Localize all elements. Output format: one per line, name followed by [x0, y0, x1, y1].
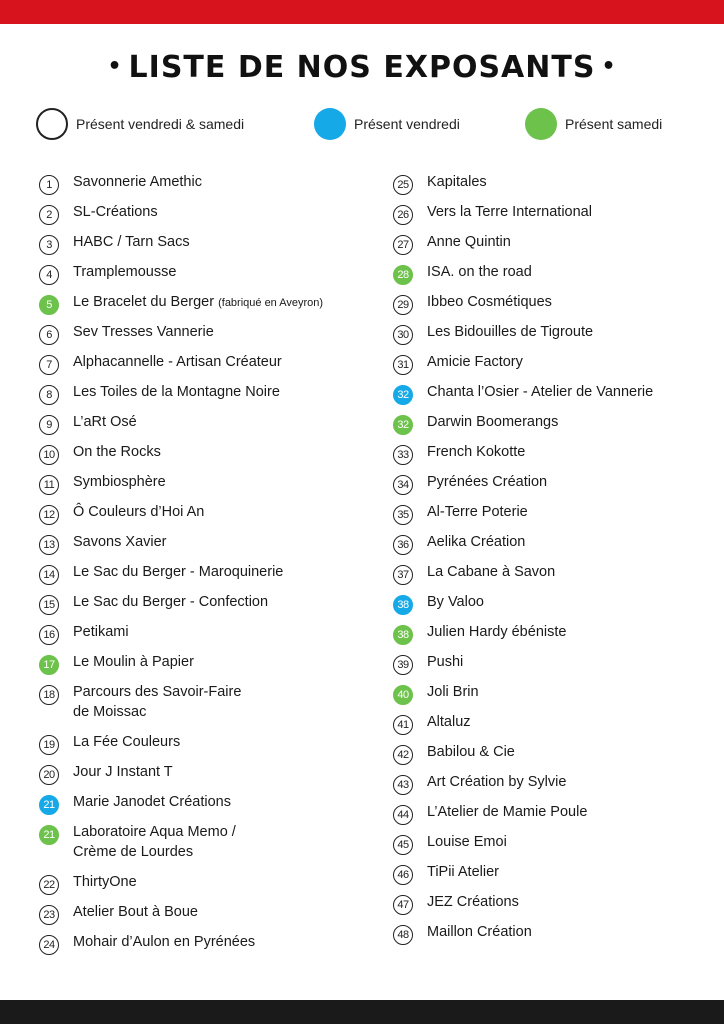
- exhibitor-name-text: Symbiosphère: [73, 474, 166, 490]
- exhibitor-number-badge: 4: [39, 265, 59, 285]
- list-item: [39, 622, 389, 652]
- list-item: [393, 922, 724, 952]
- exhibitor-name-text: Altaluz: [427, 714, 471, 730]
- exhibitor-name: [427, 532, 525, 552]
- exhibitor-number-badge: 35: [393, 505, 413, 525]
- list-item: [39, 262, 389, 292]
- exhibitor-name: [427, 862, 499, 882]
- exhibitor-number-badge: 1: [39, 175, 59, 195]
- exhibitor-number-badge: 10: [39, 445, 59, 465]
- page-title: [0, 50, 724, 85]
- exhibitor-name-text: By Valoo: [427, 594, 484, 610]
- exhibitor-name: [73, 622, 129, 642]
- exhibitor-number-badge: 29: [393, 295, 413, 315]
- list-item: [393, 202, 724, 232]
- exhibitor-name: [427, 442, 525, 462]
- list-item: [39, 442, 389, 472]
- exhibitor-name: [73, 792, 231, 812]
- exhibitor-name: [73, 352, 282, 372]
- list-item: [39, 652, 389, 682]
- list-item: [393, 232, 724, 262]
- exhibitor-number-badge: 33: [393, 445, 413, 465]
- exhibitor-number-badge: 8: [39, 385, 59, 405]
- legend-item-friday: [314, 106, 460, 142]
- exhibitor-number-badge: 17: [39, 655, 59, 675]
- legend-item-both-days: [36, 106, 244, 142]
- exhibitor-name: [73, 472, 166, 492]
- exhibitor-name: [73, 502, 204, 522]
- exhibitor-name-text: Darwin Boomerangs: [427, 414, 559, 430]
- list-item: [39, 682, 389, 732]
- exhibitor-name: [427, 712, 471, 732]
- list-item: [39, 322, 389, 352]
- exhibitor-name-text: TiPii Atelier: [427, 864, 499, 880]
- exhibitor-number-badge: 22: [39, 875, 59, 895]
- exhibitor-name-text: La Cabane à Savon: [427, 564, 556, 580]
- exhibitor-name: [73, 262, 176, 282]
- exhibitor-name-text: Joli Brin: [427, 684, 479, 700]
- exhibitor-name-text: Aelika Création: [427, 534, 526, 550]
- exhibitor-name: [427, 262, 532, 282]
- list-item: [393, 772, 724, 802]
- exhibitor-number-badge: 19: [39, 735, 59, 755]
- top-color-bar: [0, 0, 724, 24]
- exhibitor-name: [427, 202, 592, 222]
- list-item: [393, 262, 724, 292]
- exhibitor-number-badge: 16: [39, 625, 59, 645]
- exhibitor-name-text: Louise Emoi: [427, 834, 507, 850]
- exhibitor-number-badge: 28: [393, 265, 413, 285]
- white-circle-icon: [36, 108, 68, 140]
- exhibitor-name: [427, 742, 515, 762]
- list-item: [39, 762, 389, 792]
- exhibitor-list-right: [393, 172, 724, 952]
- exhibitor-name-text: Les Toiles de la Montagne Noire: [73, 384, 280, 400]
- exhibitor-number-badge: 5: [39, 295, 59, 315]
- list-item: [393, 832, 724, 862]
- exhibitor-name: [427, 922, 532, 942]
- exhibitor-number-badge: 31: [393, 355, 413, 375]
- exhibitor-name: [73, 592, 268, 612]
- exhibitor-name: [73, 682, 241, 722]
- exhibitor-name: [427, 592, 484, 612]
- exhibitor-number-badge: 48: [393, 925, 413, 945]
- exhibitor-number-badge: 2: [39, 205, 59, 225]
- exhibitor-name-text: Julien Hardy ébéniste: [427, 624, 567, 640]
- legend-item-saturday: [525, 106, 662, 142]
- exhibitor-number-badge: 47: [393, 895, 413, 915]
- list-item: [39, 532, 389, 562]
- exhibitor-number-badge: 36: [393, 535, 413, 555]
- exhibitor-name: [73, 412, 137, 432]
- exhibitor-number-badge: 7: [39, 355, 59, 375]
- title-bullet-left: •: [107, 54, 123, 79]
- exhibitor-list-left: [39, 172, 389, 962]
- exhibitor-number-badge: 38: [393, 625, 413, 645]
- exhibitor-number-badge: 15: [39, 595, 59, 615]
- list-item: [393, 562, 724, 592]
- exhibitor-name-text: Le Moulin à Papier: [73, 654, 194, 670]
- list-item: [39, 352, 389, 382]
- exhibitor-name: [73, 202, 158, 222]
- exhibitor-name-text: Anne Quintin: [427, 234, 511, 250]
- exhibitor-name: [73, 532, 167, 552]
- exhibitor-name-text: SL-Créations: [73, 204, 158, 220]
- exhibitor-number-badge: 21: [39, 825, 59, 845]
- exhibitor-name-text: Pyrénées Création: [427, 474, 548, 490]
- list-item: [393, 502, 724, 532]
- list-item: [393, 472, 724, 502]
- list-item: [393, 412, 724, 442]
- exhibitor-name-text: Petikami: [73, 624, 129, 640]
- exhibitor-number-badge: 14: [39, 565, 59, 585]
- exhibitor-number-badge: 32: [393, 385, 413, 405]
- exhibitor-name-text: Savonnerie Amethic: [73, 174, 202, 190]
- exhibitor-name-text: Mohair d’Aulon en Pyrénées: [73, 934, 256, 950]
- exhibitor-name: [73, 732, 180, 752]
- exhibitor-name-text: Le Sac du Berger - Confection: [73, 594, 269, 610]
- exhibitor-name: [427, 172, 487, 192]
- bottom-color-bar: [0, 1000, 724, 1024]
- exhibitor-name-text: Kapitales: [427, 174, 487, 190]
- legend-label-friday: Présent vendredi: [354, 116, 460, 132]
- exhibitor-number-badge: 27: [393, 235, 413, 255]
- exhibitor-name-text: HABC / Tarn Sacs: [73, 234, 190, 250]
- exhibitor-name: [427, 562, 555, 582]
- exhibitor-number-badge: 45: [393, 835, 413, 855]
- list-item: [393, 622, 724, 652]
- exhibitor-name: [427, 382, 653, 402]
- exhibitor-number-badge: 30: [393, 325, 413, 345]
- exhibitor-name-text: Jour J Instant T: [73, 764, 173, 780]
- exhibitor-name: [427, 832, 507, 852]
- blue-circle-icon: [314, 108, 346, 140]
- exhibitor-name: [73, 382, 280, 402]
- exhibitor-number-badge: 13: [39, 535, 59, 555]
- exhibitor-name: [427, 772, 566, 792]
- exhibitor-name-text: Alphacannelle - Artisan Créateur: [73, 354, 282, 370]
- exhibitor-name: [73, 292, 323, 313]
- exhibitor-name-text: Laboratoire Aqua Memo /: [73, 824, 236, 840]
- list-item: [39, 202, 389, 232]
- exhibitor-name: [73, 232, 190, 252]
- page-title-text: LISTE DE NOS EXPOSANTS: [128, 50, 596, 85]
- exhibitor-name: [427, 322, 593, 342]
- exhibitor-number-badge: 11: [39, 475, 59, 495]
- exhibitor-name-text: Vers la Terre International: [427, 204, 592, 220]
- exhibitor-name-text: Sev Tresses Vannerie: [73, 324, 214, 340]
- list-item: [39, 592, 389, 622]
- exhibitor-name: [427, 472, 547, 492]
- exhibitor-name-text: Le Bracelet du Berger: [73, 294, 215, 310]
- legend-label-both: Présent vendredi & samedi: [76, 116, 245, 132]
- exhibitor-number-badge: 20: [39, 765, 59, 785]
- exhibitor-name-text: Chanta l’Osier - Atelier de Vannerie: [427, 384, 654, 400]
- exhibitor-name-text: Babilou & Cie: [427, 744, 515, 760]
- exhibitor-name: [73, 172, 202, 192]
- list-item: [393, 712, 724, 742]
- legend: [0, 106, 724, 142]
- exhibitor-number-badge: 23: [39, 905, 59, 925]
- exhibitor-number-badge: 6: [39, 325, 59, 345]
- exhibitor-name: [73, 562, 283, 582]
- list-item: [39, 472, 389, 502]
- exhibitor-name-text: La Fée Couleurs: [73, 734, 181, 750]
- exhibitor-number-badge: 21: [39, 795, 59, 815]
- list-item: [393, 322, 724, 352]
- exhibitor-number-badge: 44: [393, 805, 413, 825]
- exhibitor-name-text: Savons Xavier: [73, 534, 167, 550]
- exhibitor-name: [73, 322, 214, 342]
- exhibitor-name-text: Parcours des Savoir-Faire: [73, 684, 242, 700]
- list-item: [393, 652, 724, 682]
- list-item: [39, 232, 389, 262]
- legend-label-saturday: Présent samedi: [565, 116, 663, 132]
- list-item: [39, 872, 389, 902]
- list-item: [39, 932, 389, 962]
- exhibitor-number-badge: 18: [39, 685, 59, 705]
- exhibitor-name: [427, 652, 463, 672]
- exhibitor-name-text: ISA. on the road: [427, 264, 532, 280]
- list-item: [39, 412, 389, 442]
- green-circle-icon: [525, 108, 557, 140]
- exhibitor-name-text: Atelier Bout à Boue: [73, 904, 198, 920]
- list-item: [393, 592, 724, 622]
- exhibitor-number-badge: 9: [39, 415, 59, 435]
- list-item: [393, 862, 724, 892]
- list-item: [39, 562, 389, 592]
- list-item: [393, 802, 724, 832]
- exhibitor-number-badge: 37: [393, 565, 413, 585]
- exhibitor-number-badge: 26: [393, 205, 413, 225]
- list-item: [393, 532, 724, 562]
- exhibitor-name-line2: de Moissac: [73, 704, 147, 720]
- exhibitor-name-text: Les Bidouilles de Tigroute: [427, 324, 594, 340]
- exhibitor-name-text: Maillon Création: [427, 924, 532, 940]
- list-item: [39, 732, 389, 762]
- exhibitor-name: [73, 902, 198, 922]
- exhibitor-note: (fabriqué en Aveyron): [218, 297, 324, 309]
- exhibitor-number-badge: 12: [39, 505, 59, 525]
- exhibitor-name-text: ThirtyOne: [73, 874, 137, 890]
- exhibitor-name: [427, 682, 479, 702]
- list-item: [393, 352, 724, 382]
- exhibitor-name-text: Amicie Factory: [427, 354, 523, 370]
- exhibitor-number-badge: 46: [393, 865, 413, 885]
- exhibitor-name-text: Le Sac du Berger - Maroquinerie: [73, 564, 284, 580]
- exhibitor-name: [427, 412, 558, 432]
- exhibitor-name: [427, 892, 519, 912]
- list-item: [39, 822, 389, 872]
- list-item: [393, 382, 724, 412]
- exhibitor-name: [73, 872, 137, 892]
- exhibitor-name-text: Al-Terre Poterie: [427, 504, 528, 520]
- list-item: [39, 792, 389, 822]
- exhibitor-name-text: Pushi: [427, 654, 464, 670]
- list-item: [39, 172, 389, 202]
- exhibitor-name-text: L’Atelier de Mamie Poule: [427, 804, 588, 820]
- exhibitor-number-badge: 43: [393, 775, 413, 795]
- exhibitor-number-badge: 39: [393, 655, 413, 675]
- exhibitor-name-text: JEZ Créations: [427, 894, 519, 910]
- exhibitor-number-badge: 25: [393, 175, 413, 195]
- exhibitor-name-line2: Crème de Lourdes: [73, 844, 194, 860]
- exhibitor-number-badge: 24: [39, 935, 59, 955]
- list-item: [39, 502, 389, 532]
- exhibitor-name: [427, 292, 552, 312]
- exhibitor-name: [73, 652, 194, 672]
- exhibitor-name: [73, 762, 173, 782]
- exhibitor-name: [73, 442, 161, 462]
- list-item: [39, 382, 389, 412]
- list-item: [393, 892, 724, 922]
- exhibitor-name-text: French Kokotte: [427, 444, 526, 460]
- exhibitor-name: [427, 802, 587, 822]
- exhibitor-name: [427, 502, 528, 522]
- exhibitor-name: [427, 352, 523, 372]
- exhibitor-name-text: On the Rocks: [73, 444, 161, 460]
- exhibitor-name: [427, 232, 511, 252]
- list-item: [39, 902, 389, 932]
- exhibitor-name: [427, 622, 566, 642]
- exhibitor-number-badge: 38: [393, 595, 413, 615]
- list-item: [393, 682, 724, 712]
- exhibitor-name-text: Marie Janodet Créations: [73, 794, 231, 810]
- list-item: [393, 442, 724, 472]
- exhibitor-name-text: Ô Couleurs d’Hoi An: [73, 504, 205, 520]
- exhibitor-number-badge: 41: [393, 715, 413, 735]
- list-item: [39, 292, 389, 322]
- exhibitor-name-text: Tramplemousse: [73, 264, 177, 280]
- exhibitor-number-badge: 32: [393, 415, 413, 435]
- list-item: [393, 742, 724, 772]
- exhibitor-name-text: Art Création by Sylvie: [427, 774, 567, 790]
- exhibitor-number-badge: 42: [393, 745, 413, 765]
- exhibitor-number-badge: 40: [393, 685, 413, 705]
- exhibitor-name: [73, 822, 236, 862]
- list-item: [393, 172, 724, 202]
- title-bullet-right: •: [601, 54, 617, 79]
- list-item: [393, 292, 724, 322]
- exhibitor-name-text: L’aRt Osé: [73, 414, 137, 430]
- exhibitor-name-text: Ibbeo Cosmétiques: [427, 294, 552, 310]
- exhibitor-number-badge: 34: [393, 475, 413, 495]
- exhibitor-number-badge: 3: [39, 235, 59, 255]
- exhibitor-name: [73, 932, 255, 952]
